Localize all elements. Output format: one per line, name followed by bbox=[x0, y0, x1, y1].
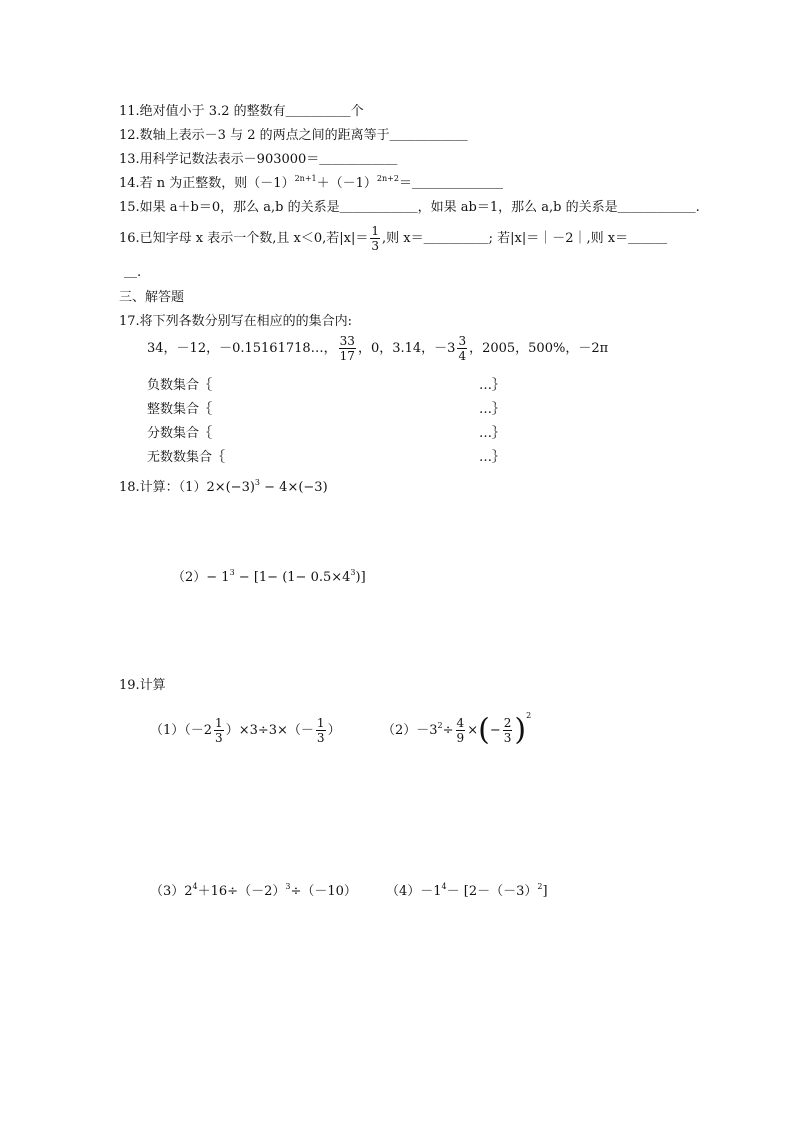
q19-p3-text-b: ＋16÷（－2） bbox=[197, 884, 286, 899]
set-negative-end: …｝ bbox=[479, 378, 506, 393]
question-15: 15.如果 a＋b＝0，那么 a,b 的关系是＿＿＿＿＿＿，如果 ab＝1，那么 a,b 的关系是＿＿＿＿＿＿. bbox=[119, 200, 700, 215]
q17-numbers-1: 34，－12，－0.15161718…， bbox=[147, 341, 337, 356]
q19-p1-text-b: ）×3÷3×（－ bbox=[225, 723, 314, 738]
q19-p1-text-c: ） bbox=[327, 723, 341, 738]
q19-p1-fraction-2-num: 1 bbox=[316, 716, 325, 730]
q17-numbers-2: ，0，3.14，－3 bbox=[357, 341, 456, 356]
set-negative bbox=[147, 378, 505, 394]
q19-p2-minus: − bbox=[489, 723, 501, 738]
q19-p2-fraction-2 bbox=[503, 716, 513, 745]
q17-fraction-1 bbox=[339, 334, 356, 363]
q19-p1-fraction-den: 3 bbox=[215, 731, 223, 745]
q19-p2-text-b: ÷ bbox=[442, 723, 454, 738]
q17-fraction-1-den: 17 bbox=[339, 349, 355, 363]
q19-p2-fraction-den: 9 bbox=[456, 731, 465, 745]
q19-p4-text-c: ] bbox=[542, 884, 548, 899]
q19-part-3 bbox=[150, 884, 357, 900]
set-integer bbox=[147, 402, 505, 418]
q17-fraction-2-den: 4 bbox=[458, 349, 467, 363]
question-17-title: 17.将下列各数分别写在相应的的集合内: bbox=[119, 314, 353, 329]
question-11: 11.绝对值小于 3.2 的整数有＿＿＿＿＿个 bbox=[119, 104, 364, 119]
question-18-part-1 bbox=[119, 480, 328, 496]
question-14 bbox=[119, 176, 503, 192]
q17-fraction-2 bbox=[457, 334, 467, 363]
set-fraction-label: 分数集合｛ bbox=[147, 426, 213, 441]
q16-fraction-den: 3 bbox=[371, 239, 380, 253]
question-16 bbox=[119, 224, 667, 253]
q14-text-a: 14.若 n 为正整数，则（－1） bbox=[119, 176, 295, 191]
question-13: 13.用科学记数法表示－903000＝＿＿＿＿＿＿ bbox=[119, 152, 398, 167]
set-irrational-label: 无数数集合｛ bbox=[147, 450, 226, 465]
q17-numbers-3: ，2005，500%，－2π bbox=[469, 341, 609, 356]
set-integer-end: …｝ bbox=[479, 402, 506, 417]
q19-p2-exp: 2 bbox=[437, 721, 443, 730]
q19-p4-text-b: － [2－（－3） bbox=[446, 884, 538, 899]
q16-text-a: 16.已知字母 x 表示一个数,且 x＜0,若|x|＝ bbox=[119, 231, 369, 246]
q14-exp-1: 2n+1 bbox=[294, 174, 317, 183]
set-irrational bbox=[147, 450, 505, 466]
q18-exp-1: 3 bbox=[254, 478, 261, 487]
q16-fraction bbox=[370, 224, 380, 253]
section-3-heading: 三、解答题 bbox=[119, 290, 185, 305]
question-18-part-2 bbox=[172, 570, 366, 586]
q19-p2-exp-2: 2 bbox=[526, 711, 532, 720]
q19-p1-text-a: （1）（－2 bbox=[150, 723, 213, 738]
q16-fraction-num: 1 bbox=[371, 224, 380, 238]
q19-p1-fraction-2 bbox=[316, 716, 326, 745]
q17-fraction-1-num: 33 bbox=[339, 334, 355, 348]
set-fraction bbox=[147, 426, 505, 442]
set-integer-label: 整数集合｛ bbox=[147, 402, 213, 417]
q18-text-a: 18.计算：（1）2×(−3) bbox=[119, 480, 255, 495]
q19-p4-exp-2: 2 bbox=[537, 882, 543, 891]
q19-part-1 bbox=[150, 716, 341, 745]
q16-text-b: ,则 x＝＿＿＿＿＿; 若|x|＝｜－2｜,则 x＝＿＿＿ bbox=[382, 231, 668, 246]
q19-p2-left-paren: ( bbox=[478, 712, 490, 748]
q19-p4-text-a: （4）－1 bbox=[386, 884, 442, 899]
q19-p1-fraction-2-den: 3 bbox=[316, 731, 325, 745]
q19-p2-text-c: × bbox=[467, 723, 479, 738]
q19-p3-text-c: ÷（－10） bbox=[290, 884, 357, 899]
q19-part-4 bbox=[386, 884, 548, 900]
q19-p2-fraction-2-num: 2 bbox=[503, 716, 512, 730]
question-12: 12.数轴上表示－3 与 2 的两点之间的距离等于＿＿＿＿＿＿ bbox=[119, 128, 468, 143]
q19-p3-text-a: （3）2 bbox=[150, 884, 193, 899]
q18-p2-exp-2: 3 bbox=[350, 568, 356, 577]
q18-p2-text-c: )] bbox=[355, 570, 366, 585]
q19-part-2 bbox=[382, 711, 532, 748]
q19-p3-exp-2: 3 bbox=[285, 882, 291, 891]
q19-p2-right-paren: ) bbox=[514, 712, 527, 748]
q19-p1-fraction-num: 1 bbox=[215, 716, 223, 730]
q14-text-b: ＋（－1） bbox=[316, 176, 377, 191]
q14-text-c: ＝＿＿＿＿＿＿＿ bbox=[398, 176, 503, 191]
set-fraction-end: …｝ bbox=[479, 426, 506, 441]
q19-p2-fraction-2-den: 3 bbox=[503, 731, 512, 745]
set-negative-label: 负数集合｛ bbox=[147, 378, 213, 393]
q16-continuation: ＿. bbox=[124, 265, 142, 280]
q18-p2-text-a: （2）− 1 bbox=[172, 570, 230, 585]
q14-exp-2: 2n+2 bbox=[376, 174, 399, 183]
q19-p1-fraction bbox=[214, 716, 224, 745]
q18-p2-text-b: − [1− (1− 0.5×4 bbox=[234, 570, 351, 585]
q19-p2-fraction bbox=[456, 716, 466, 745]
q19-p2-text-a: （2）－3 bbox=[382, 723, 438, 738]
q19-p2-fraction-num: 4 bbox=[456, 716, 465, 730]
q19-p4-exp: 4 bbox=[441, 882, 447, 891]
set-irrational-end: …｝ bbox=[479, 450, 506, 465]
q17-number-list bbox=[147, 334, 608, 363]
question-19-title: 19.计算 bbox=[119, 678, 166, 693]
q19-p3-exp: 4 bbox=[192, 882, 198, 891]
q18-text-b: − 4×(−3) bbox=[260, 480, 328, 495]
q17-fraction-2-num: 3 bbox=[458, 334, 467, 348]
q18-p2-exp: 3 bbox=[229, 568, 235, 577]
